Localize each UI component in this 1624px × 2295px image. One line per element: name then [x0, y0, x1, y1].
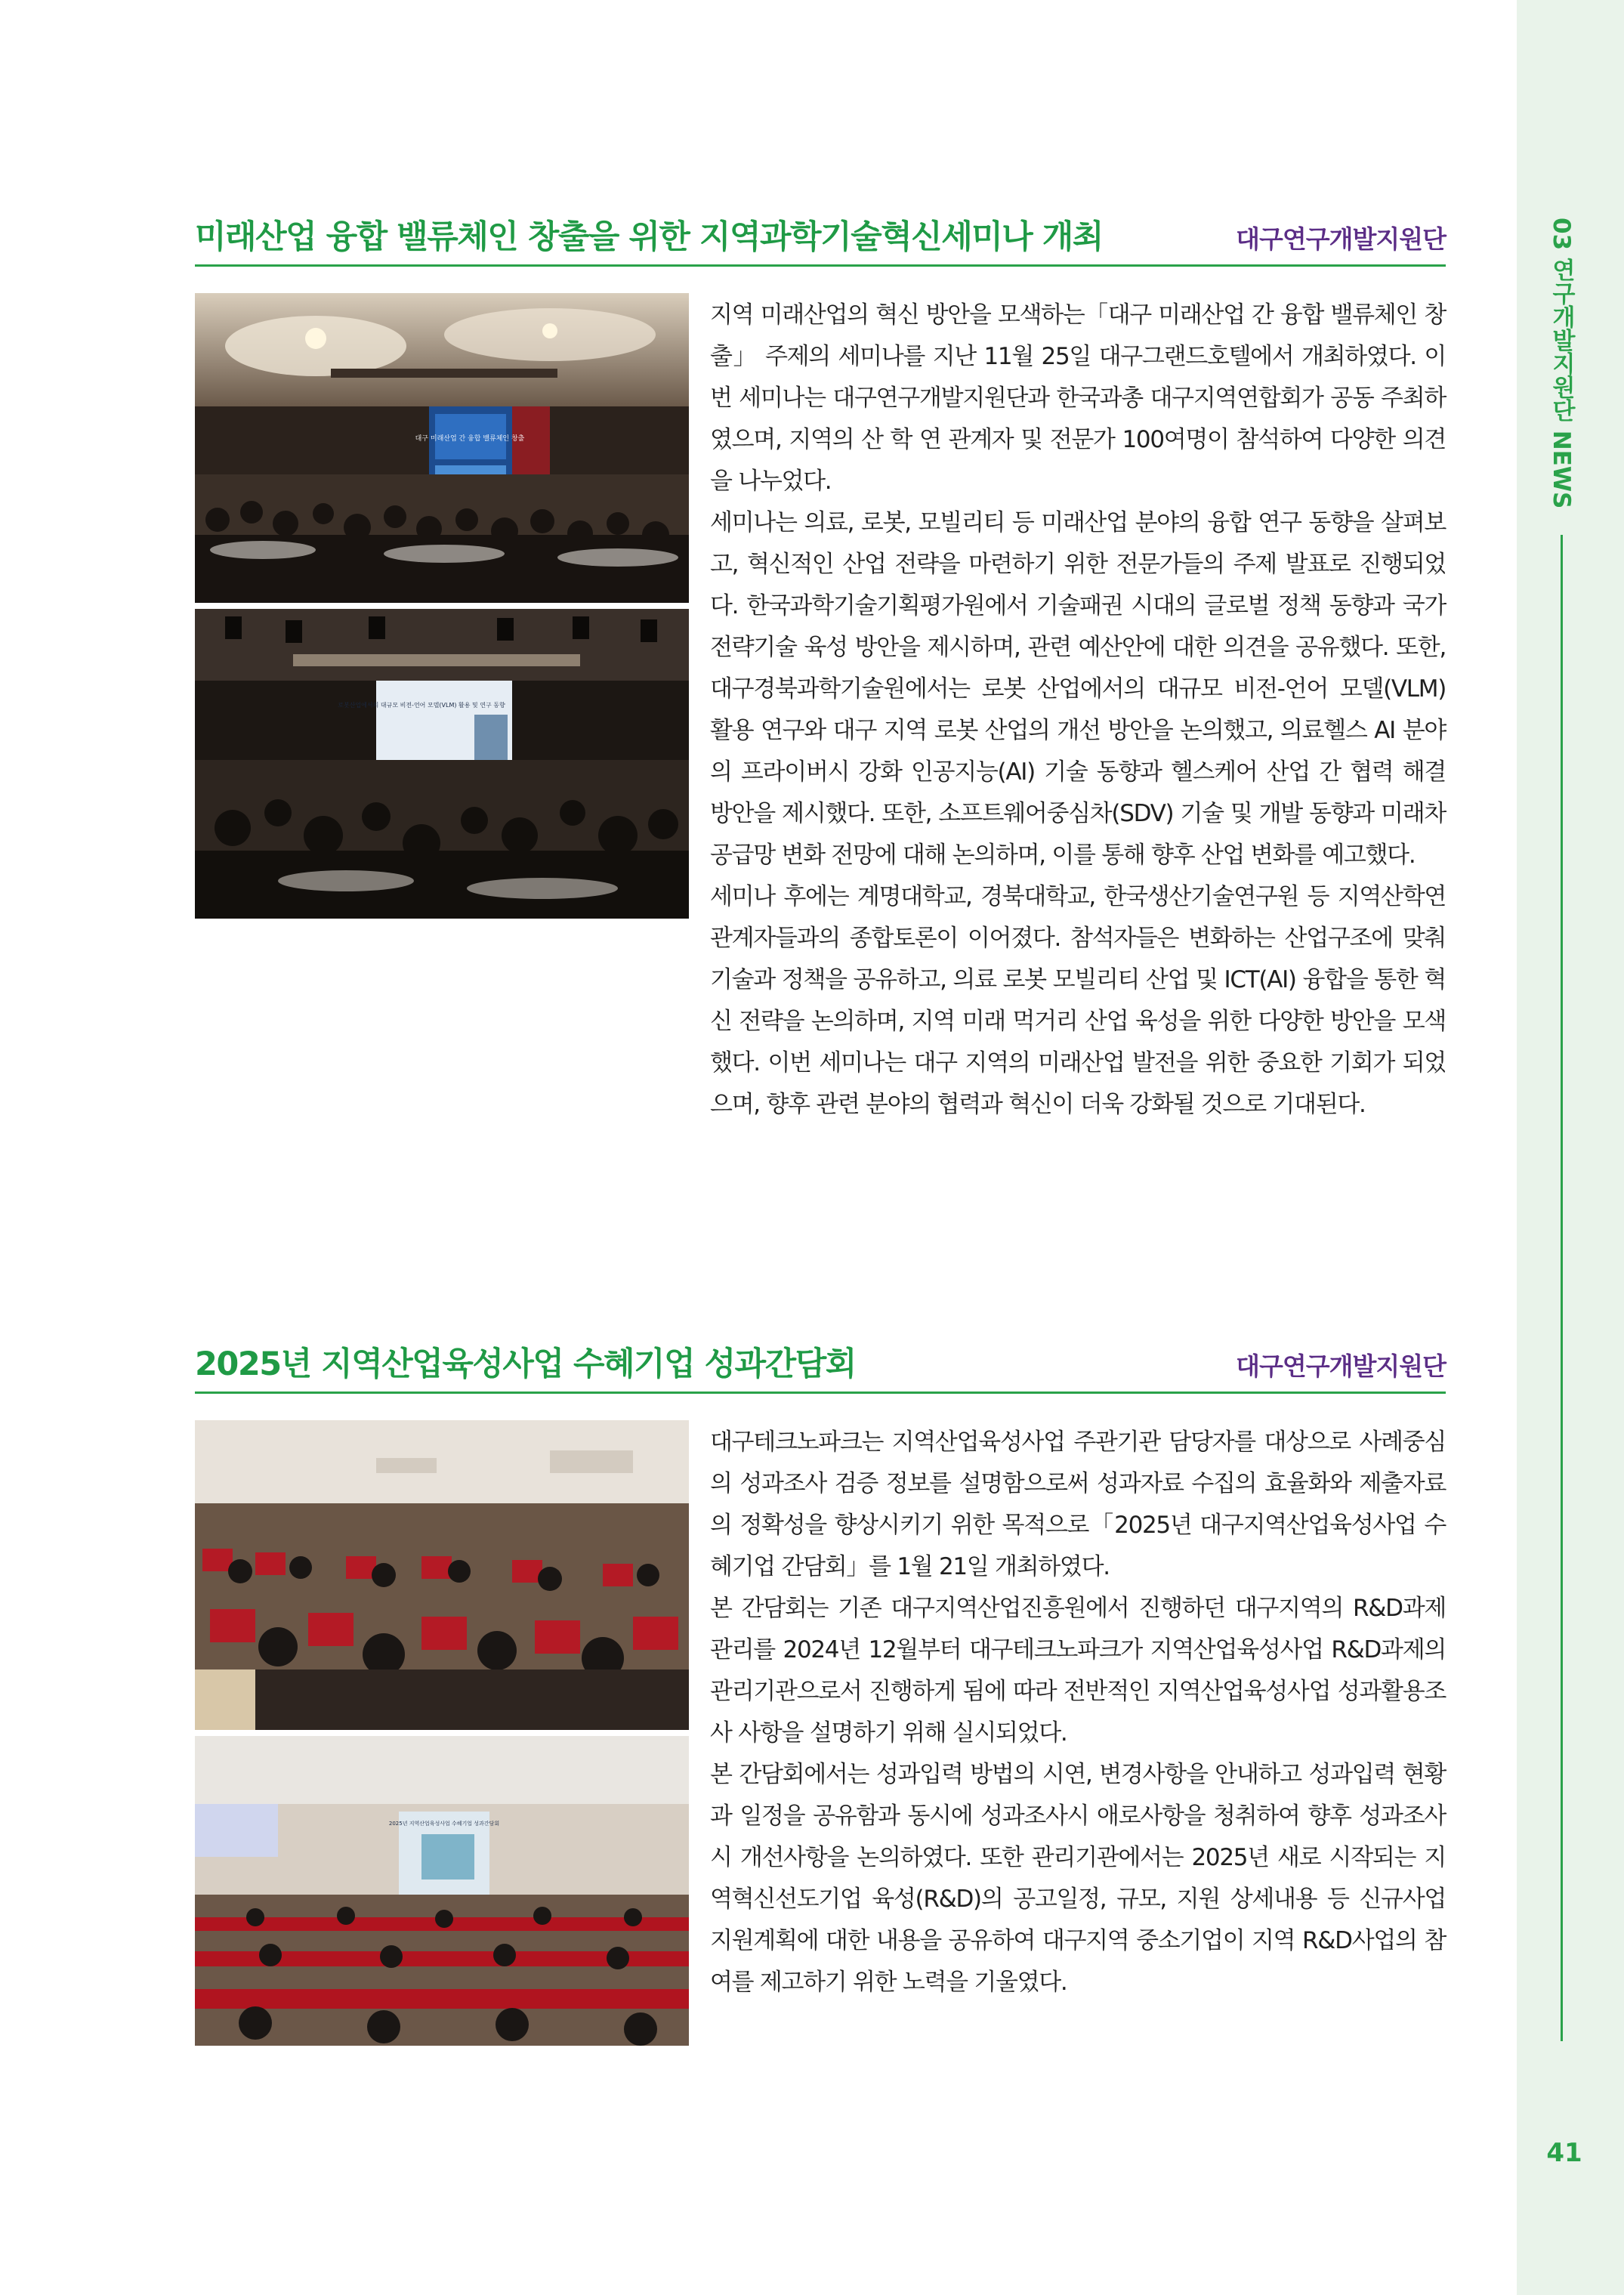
- meeting-presentation-photo: [195, 1736, 689, 2046]
- article-header: [195, 212, 1446, 267]
- meeting-audience-photo: [195, 1420, 689, 1730]
- section-label: 03 연구개발지원단 NEWS: [1548, 218, 1575, 509]
- paragraph: 세미나는 의료, 로봇, 모빌리티 등 미래산업 분야의 융합 연구 동향을 살펴보고, 혁신적인 산업 전략을 마련하기 위한 전문가들의 주제 발표로 진행되었다. 한국과학기술기획평가원에서 기술패권 시대의 글로벌 정책 동향과 국가전략기술 육성 방안을 제시하며, 관련 예산안에 대한 의견을 공유했다. 또한, 대구경북과학기술원에서는 로봇 산업에서의 대규모 비전-언어 모델(VLM) 활용 연구와 대구 지역 로봇 산업의 개선 방안을 논의했고, 의료헬스 AI 분야의 프라이버시 강화 인공지능(AI) 기술 동향과 헬스케어 산업 간 협력 해결 방안을 제시했다. 또한, 소프트웨어중심차(SDV) 기술 및 개발 동향과 미래차 공급망 변화 전망에 대해 논의하며, 이를 통해 향후 산업 변화를 예고했다.: [710, 509, 1446, 869]
- paragraph: 지역 미래산업의 혁신 방안을 모색하는「대구 미래산업 간 융합 밸류체인 창출」 주제의 세미나를 지난 11월 25일 대구그랜드호텔에서 개최하였다. 이번 세미나는 대구연구개발지원단과 한국과총 대구지역연합회가 공동 주최하였으며, 지역의 산 학 연 관계자 및 전문가 100여명이 참석하여 다양한 의견을 나누었다.: [710, 301, 1446, 495]
- screen-text: 대구 미래산업 간 융합 밸류체인 창출: [415, 435, 525, 443]
- article-body: [710, 1422, 1446, 2003]
- article-body: [710, 295, 1446, 1126]
- article-photos: [195, 293, 689, 919]
- paragraph: 세미나 후에는 계명대학교, 경북대학교, 한국생산기술연구원 등 지역산학연 관계자들과의 종합토론이 이어졌다. 참석자들은 변화하는 산업구조에 맞춰 기술과 정책을 공유하고, 의료 로봇 모빌리티 산업 및 ICT(AI) 융합을 통한 혁신 전략을 논의하며, 지역 미래 먹거리 산업 육성을 위한 다양한 방안을 모색했다. 이번 세미나는 대구 지역의 미래산업 발전을 위한 중요한 기회가 되었으며, 향후 관련 분야의 협력과 혁신이 더욱 강화될 것으로 기대된다.: [710, 883, 1446, 1118]
- article-header: [195, 1339, 1446, 1394]
- article-organization: 대구연구개발지원단: [1236, 1351, 1446, 1381]
- paragraph: 본 간담회는 기존 대구지역산업진흥원에서 진행하던 대구지역의 R&D과제 관리를 2024년 12월부터 대구테크노파크가 지역산업육성사업 R&D과제의 관리기관으로서 진행하게 됨에 따라 전반적인 지역산업육성사업 성과활용조사 사항을 설명하기 위해 실시되었다.: [710, 1595, 1446, 1747]
- article-meeting: [195, 1339, 1446, 1996]
- sidebar-divider: [1561, 535, 1563, 2041]
- article-photos: [195, 1420, 689, 2046]
- article-seminar: [195, 212, 1446, 1118]
- seminar-presentation-photo: [195, 609, 689, 919]
- paragraph: 본 간담회에서는 성과입력 방법의 시연, 변경사항을 안내하고 성과입력 현황과 일정을 공유함과 동시에 성과조사시 애로사항을 청취하여 향후 성과조사시 개선사항을 논의하였다. 또한 관리기관에서는 2025년 새로 시작되는 지역혁신선도기업 육성(R&D)의 공고일정, 규모, 지원 상세내용 등 신규사업 지원계획에 대한 내용을 공유하여 대구지역 중소기업이 지역 R&D사업의 참여를 제고하기 위한 노력을 기울였다.: [710, 1761, 1446, 1996]
- screen-text: 2025년 지역산업육성사업 수혜기업 성과간담회: [388, 1821, 500, 1827]
- article-title: 2025년 지역산업육성사업 수혜기업 성과간담회: [195, 1345, 856, 1383]
- paragraph: 대구테크노파크는 지역산업육성사업 주관기관 담당자를 대상으로 사례중심의 성과조사 검증 정보를 설명함으로써 성과자료 수집의 효율화와 제출자료의 정확성을 향상시키기 위한 목적으로「2025년 대구지역산업육성사업 수혜기업 간담회」를 1월 21일 개최하였다.: [710, 1429, 1446, 1580]
- article-title: 미래산업 융합 밸류체인 창출을 위한 지역과학기술혁신세미나 개최: [195, 218, 1103, 256]
- article-organization: 대구연구개발지원단: [1236, 224, 1446, 254]
- screen-text: 로봇산업에서의 대규모 비전-언어 모델(VLM) 활용 및 연구 동향: [338, 702, 505, 709]
- page-number: 41: [1546, 2138, 1582, 2168]
- seminar-photo: [195, 293, 689, 603]
